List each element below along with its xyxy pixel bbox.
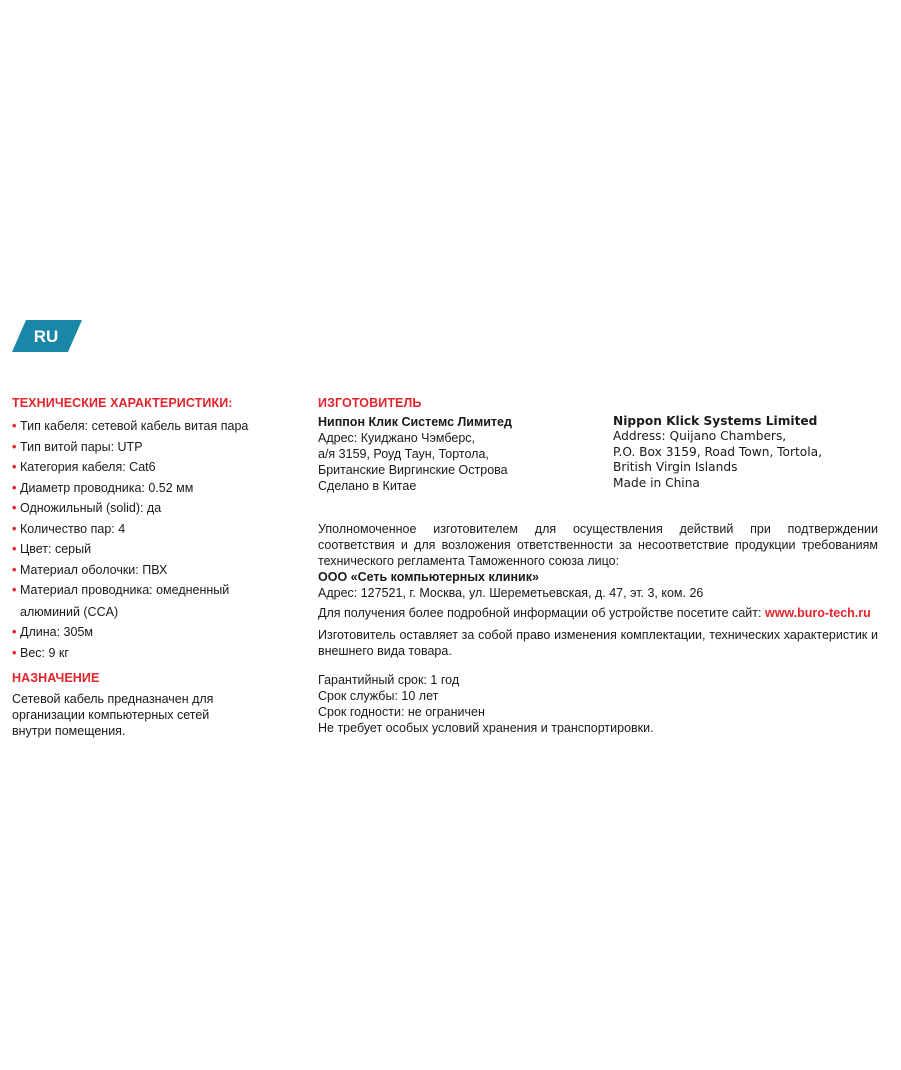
- list-item: • Цвет: серый: [12, 542, 92, 556]
- manufacturer-name-ru: Ниппон Клик Системс Лимитед: [318, 415, 512, 429]
- list-item: • Диаметр проводника: 0.52 мм: [12, 480, 194, 495]
- more-info: [318, 605, 878, 621]
- list-item: • Тип кабеля: сетевой кабель витая пара: [12, 419, 249, 433]
- purpose-title: НАЗНАЧЕНИЕ: [12, 671, 100, 685]
- rights-text: Изготовитель оставляет за собой право изменения комплектации, технических характеристик и внешнего вида товара.: [318, 628, 878, 658]
- list-item: • Категория кабеля: Cat6: [12, 460, 156, 474]
- specs-section: [12, 396, 302, 739]
- language-badge: [12, 320, 84, 352]
- authorized-company: ООО «Сеть компьютерных клиник»: [318, 570, 539, 584]
- language-badge-label: RU: [33, 327, 59, 346]
- list-item: • Длина: 305м: [12, 625, 93, 639]
- list-item: • Вес: 9 кг: [12, 645, 69, 660]
- address-line: British Virgin Islands: [613, 460, 738, 474]
- list-item: • Тип витой пары: UTP: [12, 439, 143, 454]
- address-line: Адрес: Куиджано Чэмберс,: [318, 431, 475, 445]
- language-badge-shape: [12, 320, 84, 352]
- warranty-line: Срок годности: не ограничен: [318, 705, 485, 719]
- manufacturer-en: [613, 413, 873, 491]
- list-item: • Материал оболочки: ПВХ: [12, 562, 168, 577]
- more-info-text: Для получения более подробной информации об устройстве посетите сайт:: [318, 606, 762, 620]
- authorized-section: [318, 521, 878, 601]
- address-line: Address: Quijano Chambers,: [613, 429, 787, 443]
- origin-line: Сделано в Китае: [318, 479, 417, 493]
- list-item: • Материал проводника: омедненный алюминий (CCA): [12, 580, 302, 622]
- address-line: Британские Виргинские Острова: [318, 463, 508, 477]
- manufacturer-title: ИЗГОТОВИТЕЛЬ: [318, 396, 422, 410]
- purpose-text: Сетевой кабель предназначен для организации компьютерных сетей внутри помещения.: [12, 692, 214, 738]
- list-item-continuation: алюминий (CCA): [20, 604, 119, 619]
- website-link[interactable]: www.buro-tech.ru: [764, 606, 871, 620]
- specs-title: ТЕХНИЧЕСКИЕ ХАРАКТЕРИСТИКИ:: [12, 396, 233, 410]
- warranty-line: Гарантийный срок: 1 год: [318, 673, 460, 687]
- list-item: • Количество пар: 4: [12, 521, 126, 536]
- authorized-text: Уполномоченное изготовителем для осуществления действий при подтверждении соответствия и для возложения ответственности за несоответствие продукции требованиям технического регламента Таможенного союза лицо:: [318, 522, 878, 568]
- warranty-line: Срок службы: 10 лет: [318, 689, 439, 703]
- address-line: P.O. Box 3159, Road Town, Tortola,: [613, 444, 822, 459]
- origin-line: Made in China: [613, 475, 700, 490]
- manufacturer-ru: [318, 396, 598, 494]
- warranty-section: [318, 672, 878, 736]
- warranty-line: Не требует особых условий хранения и транспортировки.: [318, 721, 654, 735]
- authorized-address: Адрес: 127521, г. Москва, ул. Шереметьевская, д. 47, эт. 3, ком. 26: [318, 586, 704, 600]
- specs-list: [12, 416, 302, 663]
- manufacturer-name-en: Nippon Klick Systems Limited: [613, 414, 818, 428]
- list-item: • Одножильный (solid): да: [12, 501, 162, 515]
- address-line: а/я 3159, Роуд Таун, Тортола,: [318, 447, 489, 461]
- purpose-section: [12, 671, 302, 739]
